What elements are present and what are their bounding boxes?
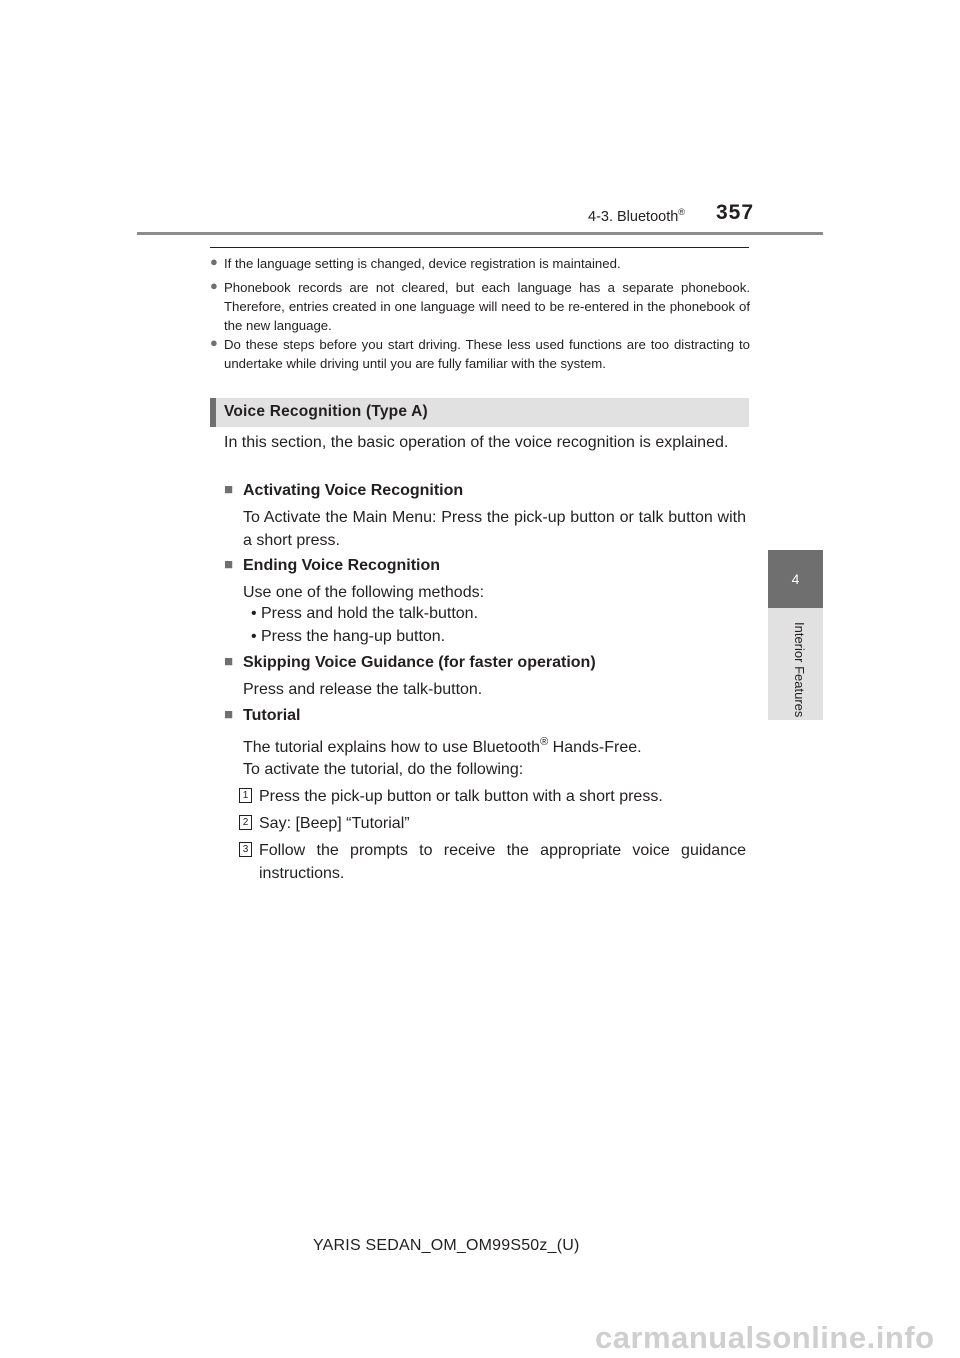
subsection-text-activating: To Activate the Main Menu: Press the pick-up button or talk button with a short press.: [243, 509, 746, 549]
note-bullet: ●: [210, 254, 218, 269]
chapter-tab-label: Interior Features: [792, 622, 807, 718]
list-bullet: •: [251, 628, 257, 645]
subsection-marker: ■: [224, 706, 234, 723]
list-item: Press the hang-up button.: [261, 628, 446, 645]
chapter-tab-number: 4: [768, 550, 823, 608]
note-bullet: ●: [210, 278, 218, 293]
subsection-marker: ■: [224, 653, 234, 670]
list-item: Press and hold the talk-button.: [261, 605, 479, 622]
step-number-2: 2: [239, 815, 252, 830]
section-title: Voice Recognition (Type A): [224, 403, 428, 420]
subsection-title-ending: Ending Voice Recognition: [243, 557, 441, 574]
step-text-2: Say: [Beep] “Tutorial”: [259, 815, 410, 832]
note-item: Do these steps before you start driving. These less used functions are too distracting to undertake while driving until you are fully familiar with the system.: [224, 337, 750, 371]
watermark: carmanualsonline.info: [595, 1320, 935, 1355]
step-number-1: 1: [239, 788, 252, 803]
step-text-3: Follow the prompts to receive the appropriate voice guidance instructions.: [259, 842, 746, 882]
section-header-marker: [210, 398, 216, 427]
note-bullet: ●: [210, 335, 218, 350]
footer-model-code: YARIS SEDAN_OM_OM99S50z_(U): [313, 1237, 580, 1254]
registered-mark: ®: [678, 207, 685, 217]
subsection-text-ending: Use one of the following methods:: [243, 584, 485, 601]
registered-mark: ®: [540, 736, 549, 748]
list-bullet: •: [251, 605, 257, 622]
subsection-title-activating: Activating Voice Recognition: [243, 482, 464, 499]
subsection-marker: ■: [224, 481, 234, 498]
note-item: Phonebook records are not cleared, but each language has a separate phonebook. Therefore, entries created in one language will need to be re-entered in the phonebook of the new language.: [224, 280, 750, 333]
subsection-marker: ■: [224, 556, 234, 573]
page-number: 357: [716, 201, 755, 224]
subsection-title-tutorial: Tutorial: [243, 707, 301, 724]
note-item: If the language setting is changed, device registration is maintained.: [224, 256, 621, 271]
step-text-1: Press the pick-up button or talk button with a short press.: [259, 788, 663, 805]
subsection-title-skipping: Skipping Voice Guidance (for faster operation): [243, 654, 596, 671]
section-intro: In this section, the basic operation of the voice recognition is explained.: [224, 434, 729, 451]
notes-rule: [210, 247, 749, 248]
header-rule: [137, 232, 823, 235]
step-number-3: 3: [239, 842, 252, 857]
running-header-section: 4-3. Bluetooth®: [588, 207, 685, 225]
subsection-text-tutorial: The tutorial explains how to use Bluetooth® Hands-Free.: [243, 736, 642, 756]
subsection-text-tutorial-2: To activate the tutorial, do the following:: [243, 761, 524, 778]
subsection-text-skipping: Press and release the talk-button.: [243, 681, 483, 698]
